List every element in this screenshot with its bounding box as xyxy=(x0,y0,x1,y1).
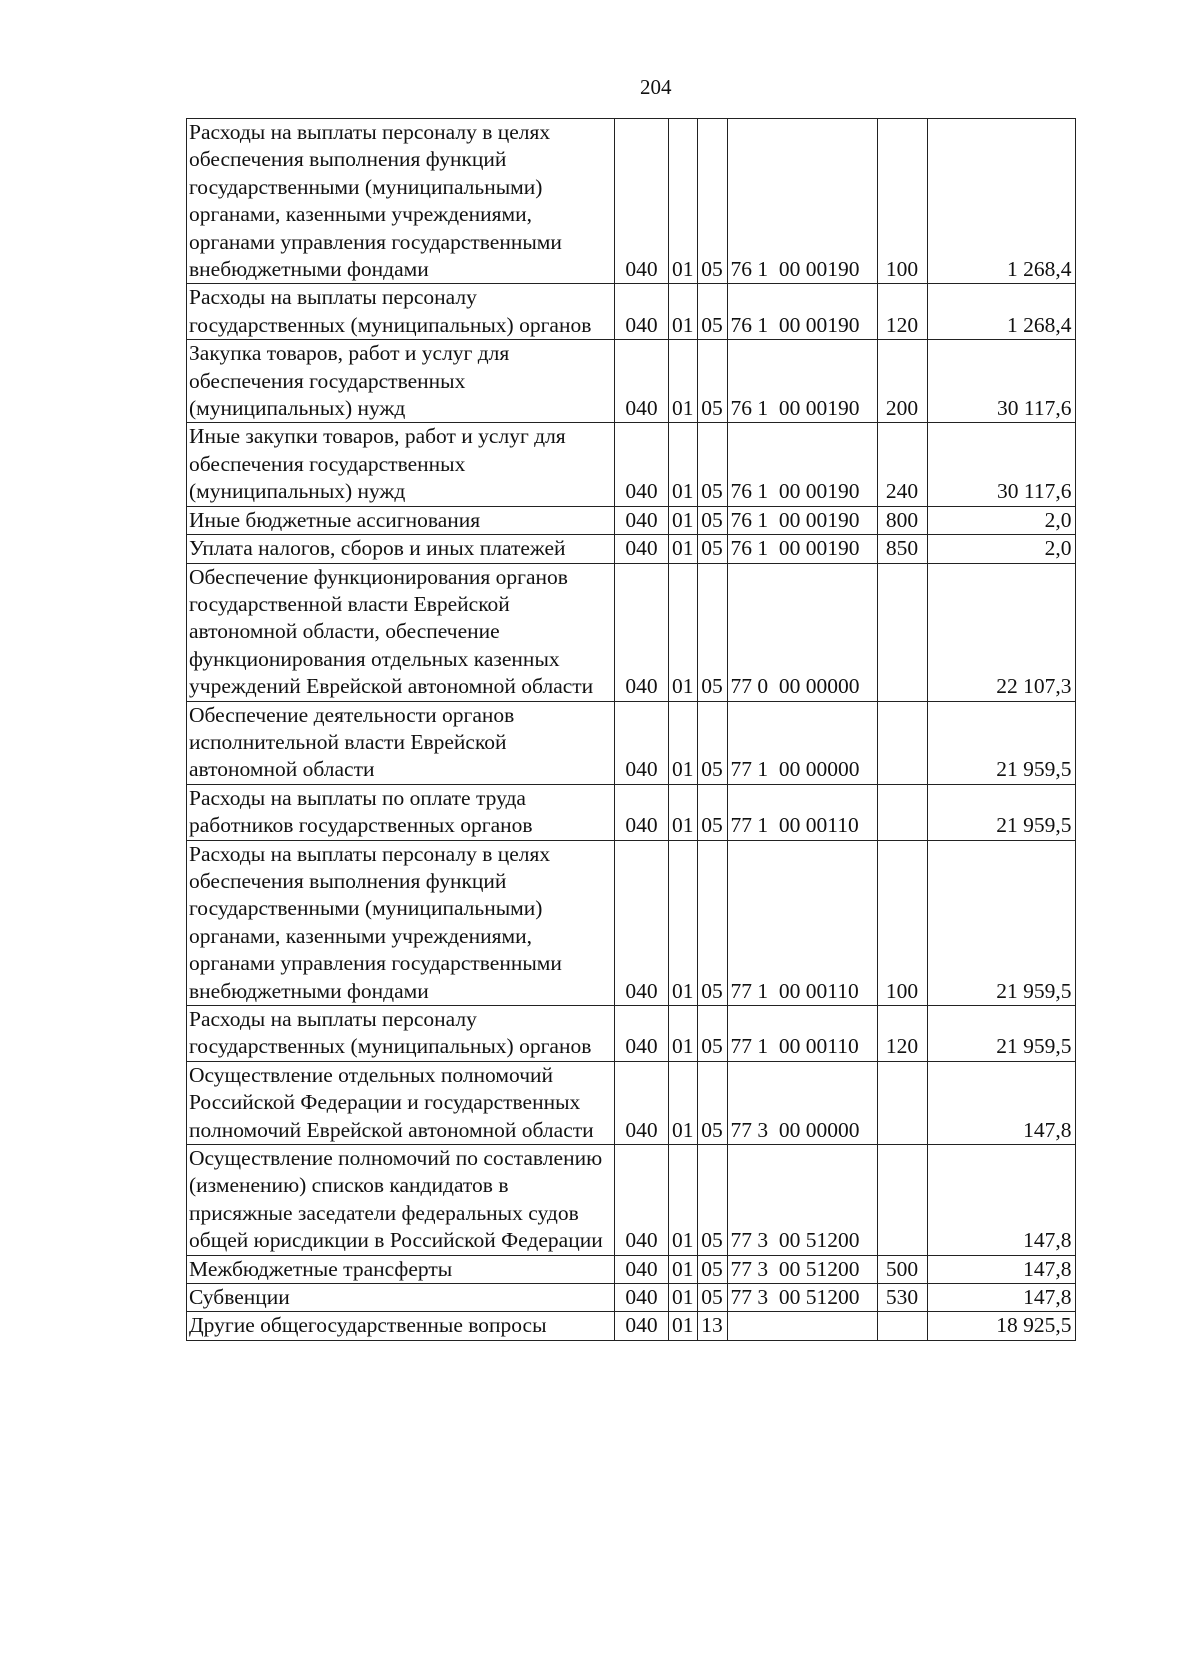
ved-code-cell: 040 xyxy=(615,840,669,1005)
row-name-cell: Обеспечение функционирования органов государственной власти Еврейской автономной области, обеспечение функционирования отдельных казенных учреждений Еврейской автономной области xyxy=(187,563,615,701)
vr-code-cell xyxy=(877,784,927,840)
sum-cell: 22 107,3 xyxy=(927,563,1075,701)
vr-code-cell xyxy=(877,563,927,701)
ved-code-cell: 040 xyxy=(615,423,669,506)
ved-code-cell: 040 xyxy=(615,1255,669,1283)
vr-code-cell xyxy=(877,1145,927,1256)
rz-code-cell: 01 xyxy=(669,1006,698,1062)
vr-code-cell: 120 xyxy=(877,284,927,340)
table-row xyxy=(187,535,1076,563)
pr-code-cell: 05 xyxy=(697,1284,727,1312)
vr-code-cell: 850 xyxy=(877,535,927,563)
vr-code-cell xyxy=(877,701,927,784)
row-name-cell: Уплата налогов, сборов и иных платежей xyxy=(187,535,615,563)
pr-code-cell: 05 xyxy=(697,1145,727,1256)
budget-table-body xyxy=(187,119,1076,1341)
row-name-cell: Другие общегосударственные вопросы xyxy=(187,1312,615,1340)
sum-cell: 18 925,5 xyxy=(927,1312,1075,1340)
sum-cell: 2,0 xyxy=(927,535,1075,563)
row-name-cell: Иные бюджетные ассигнования xyxy=(187,506,615,534)
rz-code-cell: 01 xyxy=(669,701,698,784)
row-name-cell: Иные закупки товаров, работ и услуг для обеспечения государственных (муниципальных) нужд xyxy=(187,423,615,506)
row-name-cell: Расходы на выплаты персоналу в целях обеспечения выполнения функций государственными (муниципальными) органами, казенными учреждениями, органами управления государственными внебюджетными фондами xyxy=(187,119,615,284)
rz-code-cell: 01 xyxy=(669,535,698,563)
ved-code-cell: 040 xyxy=(615,1145,669,1256)
pr-code-cell: 05 xyxy=(697,340,727,423)
budget-table xyxy=(186,118,1076,1341)
table-row xyxy=(187,423,1076,506)
rz-code-cell: 01 xyxy=(669,840,698,1005)
rz-code-cell: 01 xyxy=(669,1312,698,1340)
row-name-cell: Осуществление отдельных полномочий Российской Федерации и государственных полномочий Еврейской автономной области xyxy=(187,1061,615,1144)
rz-code-cell: 01 xyxy=(669,119,698,284)
row-name-cell: Субвенции xyxy=(187,1284,615,1312)
csr-code-cell: 77 3 00 51200 xyxy=(727,1284,877,1312)
rz-code-cell: 01 xyxy=(669,563,698,701)
rz-code-cell: 01 xyxy=(669,340,698,423)
row-name-cell: Расходы на выплаты персоналу в целях обеспечения выполнения функций государственными (муниципальными) органами, казенными учреждениями, органами управления государственными внебюджетными фондами xyxy=(187,840,615,1005)
pr-code-cell: 13 xyxy=(697,1312,727,1340)
sum-cell: 21 959,5 xyxy=(927,784,1075,840)
rz-code-cell: 01 xyxy=(669,423,698,506)
pr-code-cell: 05 xyxy=(697,535,727,563)
csr-code-cell: 76 1 00 00190 xyxy=(727,423,877,506)
pr-code-cell: 05 xyxy=(697,284,727,340)
ved-code-cell: 040 xyxy=(615,784,669,840)
vr-code-cell: 100 xyxy=(877,840,927,1005)
sum-cell: 30 117,6 xyxy=(927,340,1075,423)
sum-cell: 147,8 xyxy=(927,1061,1075,1144)
sum-cell: 21 959,5 xyxy=(927,1006,1075,1062)
csr-code-cell xyxy=(727,1312,877,1340)
csr-code-cell: 77 1 00 00110 xyxy=(727,1006,877,1062)
pr-code-cell: 05 xyxy=(697,563,727,701)
vr-code-cell: 530 xyxy=(877,1284,927,1312)
csr-code-cell: 77 1 00 00000 xyxy=(727,701,877,784)
table-row xyxy=(187,784,1076,840)
ved-code-cell: 040 xyxy=(615,1006,669,1062)
row-name-cell: Расходы на выплаты по оплате труда работников государственных органов xyxy=(187,784,615,840)
vr-code-cell: 500 xyxy=(877,1255,927,1283)
vr-code-cell: 100 xyxy=(877,119,927,284)
table-row xyxy=(187,563,1076,701)
ved-code-cell: 040 xyxy=(615,1284,669,1312)
table-row xyxy=(187,284,1076,340)
sum-cell: 147,8 xyxy=(927,1145,1075,1256)
ved-code-cell: 040 xyxy=(615,1061,669,1144)
csr-code-cell: 77 3 00 51200 xyxy=(727,1145,877,1256)
pr-code-cell: 05 xyxy=(697,1255,727,1283)
pr-code-cell: 05 xyxy=(697,1061,727,1144)
ved-code-cell: 040 xyxy=(615,1312,669,1340)
rz-code-cell: 01 xyxy=(669,1145,698,1256)
rz-code-cell: 01 xyxy=(669,1061,698,1144)
pr-code-cell: 05 xyxy=(697,423,727,506)
table-row xyxy=(187,1284,1076,1312)
table-row xyxy=(187,119,1076,284)
csr-code-cell: 77 1 00 00110 xyxy=(727,784,877,840)
ved-code-cell: 040 xyxy=(615,506,669,534)
pr-code-cell: 05 xyxy=(697,701,727,784)
vr-code-cell: 200 xyxy=(877,340,927,423)
ved-code-cell: 040 xyxy=(615,535,669,563)
vr-code-cell: 800 xyxy=(877,506,927,534)
sum-cell: 21 959,5 xyxy=(927,840,1075,1005)
ved-code-cell: 040 xyxy=(615,340,669,423)
sum-cell: 21 959,5 xyxy=(927,701,1075,784)
table-row xyxy=(187,840,1076,1005)
csr-code-cell: 77 3 00 51200 xyxy=(727,1255,877,1283)
vr-code-cell xyxy=(877,1061,927,1144)
rz-code-cell: 01 xyxy=(669,784,698,840)
row-name-cell: Закупка товаров, работ и услуг для обеспечения государственных (муниципальных) нужд xyxy=(187,340,615,423)
sum-cell: 147,8 xyxy=(927,1284,1075,1312)
table-row xyxy=(187,1145,1076,1256)
table-row xyxy=(187,1061,1076,1144)
table-row xyxy=(187,1312,1076,1340)
row-name-cell: Расходы на выплаты персоналу государственных (муниципальных) органов xyxy=(187,1006,615,1062)
csr-code-cell: 76 1 00 00190 xyxy=(727,284,877,340)
csr-code-cell: 76 1 00 00190 xyxy=(727,119,877,284)
csr-code-cell: 77 0 00 00000 xyxy=(727,563,877,701)
row-name-cell: Расходы на выплаты персоналу государственных (муниципальных) органов xyxy=(187,284,615,340)
rz-code-cell: 01 xyxy=(669,284,698,340)
rz-code-cell: 01 xyxy=(669,1284,698,1312)
ved-code-cell: 040 xyxy=(615,119,669,284)
sum-cell: 1 268,4 xyxy=(927,284,1075,340)
table-row xyxy=(187,1006,1076,1062)
csr-code-cell: 77 3 00 00000 xyxy=(727,1061,877,1144)
row-name-cell: Межбюджетные трансферты xyxy=(187,1255,615,1283)
ved-code-cell: 040 xyxy=(615,701,669,784)
rz-code-cell: 01 xyxy=(669,506,698,534)
pr-code-cell: 05 xyxy=(697,840,727,1005)
ved-code-cell: 040 xyxy=(615,563,669,701)
vr-code-cell xyxy=(877,1312,927,1340)
sum-cell: 30 117,6 xyxy=(927,423,1075,506)
table-row xyxy=(187,701,1076,784)
ved-code-cell: 040 xyxy=(615,284,669,340)
table-row xyxy=(187,506,1076,534)
row-name-cell: Осуществление полномочий по составлению (изменению) списков кандидатов в присяжные заседатели федеральных судов общей юрисдикции в Российской Федерации xyxy=(187,1145,615,1256)
vr-code-cell: 240 xyxy=(877,423,927,506)
page-number: 204 xyxy=(640,75,672,99)
row-name-cell: Обеспечение деятельности органов исполнительной власти Еврейской автономной области xyxy=(187,701,615,784)
sum-cell: 1 268,4 xyxy=(927,119,1075,284)
csr-code-cell: 76 1 00 00190 xyxy=(727,535,877,563)
csr-code-cell: 76 1 00 00190 xyxy=(727,506,877,534)
sum-cell: 2,0 xyxy=(927,506,1075,534)
pr-code-cell: 05 xyxy=(697,119,727,284)
pr-code-cell: 05 xyxy=(697,1006,727,1062)
table-row xyxy=(187,340,1076,423)
csr-code-cell: 77 1 00 00110 xyxy=(727,840,877,1005)
pr-code-cell: 05 xyxy=(697,784,727,840)
rz-code-cell: 01 xyxy=(669,1255,698,1283)
sum-cell: 147,8 xyxy=(927,1255,1075,1283)
pr-code-cell: 05 xyxy=(697,506,727,534)
csr-code-cell: 76 1 00 00190 xyxy=(727,340,877,423)
table-row xyxy=(187,1255,1076,1283)
vr-code-cell: 120 xyxy=(877,1006,927,1062)
